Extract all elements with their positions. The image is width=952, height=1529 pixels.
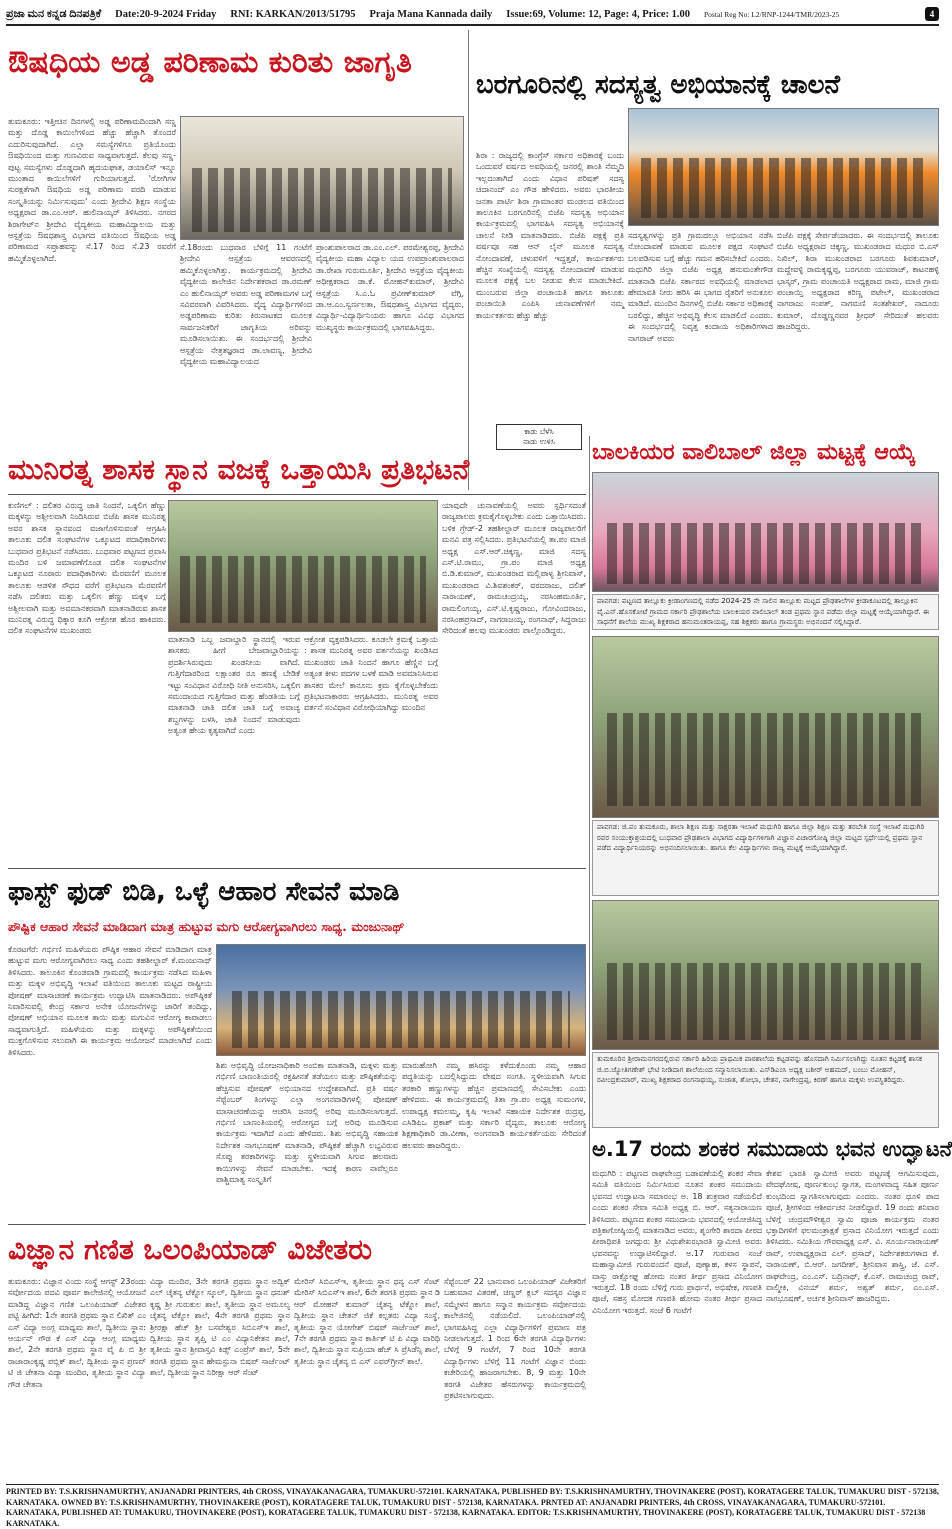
headline-community-hall: ಅ.17 ರಂದು ಶಂಕರ ಸಮುದಾಯ ಭವನ ಉದ್ಘಾಟನೆ — [592, 1137, 952, 1161]
photo-membership-drive-group — [628, 108, 939, 226]
headline-volleyball: ಬಾಲಕಿಯರ ವಾಲಿಬಾಲ್ ಜಿಲ್ಲಾ ಮಟ್ಟಕ್ಕೆ ಆಯ್ಕೆ — [592, 440, 916, 465]
story-membership-drive-col2: ಸದಸ್ಯತ್ವಗಳನ್ನು ಪ್ರತಿ ಗ್ರಾಮದಲ್ಲೂ ಅಭಿಯಾನ ನಡೆಸಿ ನೋಂದಾವಣೆ ಮಾಡುವ ಮೂಲಕ ಪಕ್ಷದ ಸಂಘಟನೆ ಬಲಪಡಿಸುವ ಬಗ್ಗೆ ಹೆಚ್ಚು ಗಮನ ಹರಿಸಬೇಕಿದೆ ಎಂದರು. ಮಧುಗಿರಿ ಜಿಲ್ಲಾ ಬಿಜೆಪಿ ಅಧ್ಯಕ್ಷ ಹನುಮಂತೇಗೌಡ ಮಾತನಾಡಿ ಬಿಜೆಪಿ ಸರ್ಕಾರದ ಅವಧಿಯಲ್ಲಿ ಮಾಡಲಾದ ಹೇಮಾವತಿ ನೀರು ಹರಿಸಿ ಈ ಭಾಗದ ರೈತರಿಗೆ ಅನುಕೂಲ ಮಾಡಿದೆ. ಮುಂದಿನ ದಿನಗಳಲ್ಲಿ ಬಿಜೆಪಿ ಸರ್ಕಾರ ಅಧಿಕಾರಕ್ಕೆ ಬರಲಿದ್ದು, ಹೆಚ್ಚಿನ ಅಭಿವೃದ್ಧಿ ಕೆಲಸ ಮಾಡಲಿದೆ ಎಂದರು. ಈ ಸಂದರ್ಭದಲ್ಲಿ ನಿವೃತ್ತ ಕಂದಾಯ ಅಧಿಕಾರಿಗಳಾದ ನಾಗರಾಜ್ ಅವರು — [628, 231, 773, 343]
headline-fast-food: ಫಾಸ್ಟ್ ಫುಡ್ ಬಿಡಿ, ಒಳ್ಳೆ ಆಹಾರ ಸೇವನೆ ಮಾಡಿ — [8, 877, 400, 907]
issue-details: Issue:69, Volume: 12, Page: 4, Price: 1.00 — [506, 8, 691, 20]
story-drug-side-effects-col1: ತುಮಕೂರು: ಇತ್ತೀಚಿನ ದಿನಗಳಲ್ಲಿ ಅಡ್ಡ ಪರಿಣಾಮದಿಂದಾಗಿ ಸಣ್ಣ ಮತ್ತು ದೊಡ್ಡ ಕಾಯಿಲೆಗಳಿಂದ ಹೆಚ್ಚು ಹೆಚ್ಚಾಗಿ ತೊಂದರೆ ಎದುರಿಸುವುದಾಗಿದೆ. ಎಲ್ಲಾ ಸಮಸ್ಯೆಗಳಿಗೂ ಪ್ರತಿಯೊಂದು ಔಷಧಿಯಿಂದ ಮತ್ತು ಗುಣವಿರುವ ಸಾಧ್ಯವಾಗುತ್ತದೆ. ಕೆಲವು ಸಣ್ಣ-ಪುಟ್ಟ ಸಮಸ್ಯೆಗಳು ದೊಡ್ಡದಾಗಿ ಹೃದಯಘಾತ, ಡಯಾಲಿಸ್ ಇನ್ನೂ ಮುಂತಾದ ಕಾಯಿಲೆಗಳಿಗೆ ಗುರಿಯಾಗುತ್ತದೆ. 'ರೋಗಿಗಳ ಸುರಕ್ಷತೆಗಾಗಿ ಔಷಧಿಯ ಅಡ್ಡ ಪರಿಣಾಮ ವರದಿ ಮಾಡುವ ಸಂಸ್ಕೃತಿಯನ್ನು ನಿರ್ಮಿಸುವುದು' ಎಂದು ಶ್ರೀದೇವಿ ಶಿಕ್ಷಣ ಸಂಸ್ಥೆಯ ಅಧ್ಯಕ್ಷರಾದ ಡಾ.ಎಂ.ಆರ್. ಹುಲಿನಾಯ್ಕರ್ ತಿಳಿಸಿದರು. ನಗರದ ಶಿರಾಗೇಟ್‌ನ ಶ್ರೀದೇವಿ ವೈದ್ಯಕೀಯ ಮಹಾವಿದ್ಯಾಲಯ ಮತ್ತು ಆಸ್ಪತ್ರೆಯ ಔಷಧಶಾಸ್ತ್ರ ವಿಭಾಗದ ವತಿಯಿಂದ ಔಷಧಿಯ ಅಡ್ಡ ಪರಿಣಾಮದ ಸಪ್ತಾಹವನ್ನು ಸೆ.17 ರಿಂದ ಸೆ.23 ರವರೆಗೆ ಹಮ್ಮಿಕೊಳ್ಳಲಾಗಿದೆ. — [8, 117, 176, 263]
story-fast-food-col1: ಕೊರಟಗೆರೆ: ಗರ್ಭಿಣಿ ಮಹಿಳೆಯರು ಪೌಷ್ಠಿಕ ಆಹಾರ ಸೇವನೆ ಮಾಡಿದಾಗ ಮಾತ್ರ ಹುಟ್ಟುವ ಮಗು ಆರೋಗ್ಯವಾಗಿರಲು ಸಾಧ್ಯ ಎಂದು ತಹಶೀಲ್ದಾರ್ ಕೆ.ಮಂಜುನಾಥ್ ತಿಳಿಸಿದರು. ತಾಲೂಕಿನ ಕೊಂಡವಾಡಿ ಗ್ರಾಮದಲ್ಲಿ ಕಾರ್ಯಕ್ರಮ ನಡೆಸಿದ ಮಹಿಳಾ ಮತ್ತು ಮಕ್ಕಳ ಅಭಿವೃದ್ಧಿ ಇಲಾಖೆ ವತಿಯಿಂದ ತಾಲೂಕು ಮಟ್ಟದ ರಾಷ್ಟ್ರೀಯ ಪೋಷಣ್ ಮಾಸಾಚರಣೆ ಕಾರ್ಯಕ್ರಮ ಉದ್ಘಾಟಿಸಿ ಮಾತನಾಡಿದರು. ಅಪೌಷ್ಠಿಕತೆ ನಿವಾರಿಸುವಲ್ಲಿ ಕೇಂದ್ರ ಸರ್ಕಾರ ಅನೇಕ ಯೋಜನೆಗಳನ್ನು ಜಾರಿಗೆ ತಂದಿದ್ದು, ಪೋಷಣ್ ಅಭಿಯಾನ ಮೂಲಕ ತಾಯಿ ಮತ್ತು ಮಗುವಿನ ಆರೋಗ್ಯ ಕಾಪಾಡಲು ಸಾಧ್ಯವಾಗುತ್ತಿದೆ. ಮಹಿಳೆಯರು ಮತ್ತು ಮಕ್ಕಳನ್ನು ಅಪೌಷ್ಠಿಕತೆಯಿಂದ ಮುಕ್ತಗೊಳಿಸುವ ಸಲುವಾಗಿ ಈ ಕಾರ್ಯಕ್ರಮ ಆಯೋಜನೆ ಮಾಡಲಾಗಿದೆ ಎಂದು ತಿಳಿಸಿದರು. — [8, 945, 212, 1057]
newspaper-logo: ಪ್ರಜಾ ಮನ ಕನ್ನಡ ದಿನಪತ್ರಿಕೆ — [6, 7, 102, 20]
headline-membership-drive: ಬರಗೂರಿನಲ್ಲಿ ಸದಸ್ಯತ್ವ ಅಭಿಯಾನಕ್ಕೆ ಚಾಲನೆ — [476, 70, 841, 100]
story-fast-food-col2: ಶಿಶು ಅಭಿವೃದ್ಧಿ ಯೋಜನಾಧಿಕಾರಿ ಅಂಬಿಕಾ ಮಾತನಾಡಿ, ಮಕ್ಕಳು ಮತ್ತು ಗರ್ಭಿಣಿ ಬಾಣಂತಿಯರಲ್ಲಿ ರಕ್ತಹೀನತೆ ತಡೆಯಲು ಮತ್ತು ಪೌಷ್ಠಿಕತೆಯನ್ನು ಹೆಚ್ಚಿಸುವ ಪೋಷಣ್ ಅಭಿಯಾನದ ಉದ್ದೇಶವಾಗಿದೆ. ಪ್ರತಿ ವರ್ಷ ಸೆಪ್ಟೆಂಬರ್ ತಿಂಗಳನ್ನು ಎಲ್ಲಾ ಅಂಗನವಾಡಿಗಳಲ್ಲಿ ಪೋಷಣ್ ಮಾಸಾಚರಣೆಯನ್ನು ಆಚರಿಸಿ ಜನರಲ್ಲಿ ಅರಿವು ಮೂಡಿಸಲಾಗುತ್ತದೆ. ಗರ್ಭಿಣಿ ಬಾಣಂತಿಯರಲ್ಲಿ ಆರೋಗ್ಯದ ಬಗ್ಗೆ ಅರಿವು ಮೂಡಿಸುವ ಕಾರ್ಯಕ್ರಮ ಇದಾಗಿದೆ ಎಂದು ಹೇಳಿದರು. ಶಿಶು ಅಭಿವೃದ್ಧಿ ಸಹಾಯಕ ನಿರ್ದೇಶಕ ನಾಗಭೂಷಣ್ ಮಾತನಾಡಿ, ಪೌಷ್ಠಿಕತೆ ಹೆಚ್ಚಾಗಿ ಲಭ್ಯವಿರುವ ಸೊಪ್ಪು ತರಕಾರಿಗಳನ್ನು ಮತ್ತು ಸ್ಥಳೀಯವಾಗಿ ಸಿಗುವ ಹಲವಾರು ಕಾಯಿಗಳನ್ನು ಸೇವನೆ ಮಾಡಬೇಕು. ಇದಕ್ಕೆ ಕಾರಣ ನಾವೆಲ್ಲರೂ ಪಾಶ್ಚಿಮಾತ್ಯ ಸಂಸ್ಕೃತಿಗೆ — [216, 1061, 398, 1185]
slogan-box: ಕಾಡು ಬೆಳೆಸಿ ನಾಡು ಉಳಿಸಿ — [496, 424, 582, 450]
headline-drug-side-effects: ಔಷಧಿಯ ಅಡ್ಡ ಪರಿಣಾಮ ಕುರಿತು ಜಾಗೃತಿ — [8, 45, 412, 80]
story-mla-protest-col2: ಮಾತನಾಡಿ ಒಬ್ಬ ಜವಾಬ್ದಾರಿ ಸ್ಥಾನದಲ್ಲಿ ಇರುವ ಶಾಸಕರು ಹೀಗೆ ಬೇಜವಾಬ್ದಾರಿಯನ್ನು ಪ್ರದರ್ಶಿಸಿರುವುದು ಖಂಡನೀಯ ವಾಗಿದೆ. ಗುತ್ತಿಗೆದಾರರಿಂದ ಲಕ್ಷಾಂತರ ರೂ ಹಣಕ್ಕೆ ಬೇಡಿಕೆ ಇಟ್ಟು ಸಂವಿಧಾನ ವಿರೋಧಿ ನೀತಿ ಅನುಸರಿಸಿ, ಒಕ್ಕಲಿಗ ಸಮುದಾಯದ ಗುತ್ತಿಗೆದಾರ ಮತ್ತು ಹೆಂಡತಿಯ ಬಗ್ಗೆ ಮಾತನಾಡಿ ಜಾತಿ ದಲಿತ ಜಾತಿ ಬಗ್ಗೆ ಅವಾಚ್ಯ ಶಬ್ದಗಳನ್ನು ಬಳಸಿ, ಜಾತಿ ನಿಂದನೆ ಮಾಡುವುದು ಅತ್ಯಂತ ಹೇಯ ಕೃತ್ಯವಾಗಿದೆ ಎಂದು — [168, 635, 300, 736]
story-science-olympiad-col3: ಮೇರಿಸ್ ಸಿಬಿಎಸ್‌ಇ, ತೃತೀಯ ಸ್ಥಾನ ಧನ್ಯ ಎಸ್ ಸೆಂಟ್ ಮೇರಿಸ್ ಸಿಬಿಎಸ್‌ಇ ಶಾಲೆ, 6ನೇ ತರಗತಿ ಪ್ರಥಮ ಸ್ಥಾನ ಡಿ ಆರ್ ಮೋಹನ್ ಕುಮಾರ್ ಚೈತನ್ಯ ಟೆಕ್ನೋ ಶಾಲೆ, ದ್ವಿತೀಯ ಸ್ಥಾನ ಚೇತನ್ ಜಿಕೆ ಕಲ್ಪತರು ವಿದ್ಯಾ ಸಂಸ್ಥೆ, ತೃತೀಯ ಸ್ಥಾನ ಯೋಗೇಶ್ ಬಿಷಪ್ ಸಾರ್ಜೆಂಟ್ ಶಾಲೆ, 7ನೇ ತರಗತಿ ಪ್ರಥಮ ಸ್ಥಾನ ಕಾರ್ತಿಕ್ ಟಿ ಪಿ ವಿದ್ಯಾ ವಾರಿಧಿ ಶಾಲೆ, ದ್ವಿತೀಯ ಸ್ಥಾನ ಸುಪ್ರಿಯಾ ಹೆಚ್ ಸಿ ಪ್ರೆಸಿಡೆನ್ಸಿ ಶಾಲೆ, ತೃತೀಯ ಸ್ಥಾನ ಚೈತನ್ಯ ಬಿ ಎಸ್ ಎವರ್‌ಗ್ರೀನ್ ಶಾಲೆ. — [294, 1277, 440, 1366]
headline-science-olympiad: ವಿಜ್ಞಾನ ಗಣಿತ ಒಲಂಪಿಯಾಡ್ ವಿಜೇತರು — [8, 1233, 372, 1266]
photo-award-ceremony — [592, 636, 939, 818]
story-membership-drive-col3: ಬಿಜೆಪಿ ಪಕ್ಷಕ್ಕೆ ಸೇರ್ಪಡೆಯಾದರು. ಈ ಸಂದರ್ಭದಲ್ಲಿ ತಾಲೂಕು ಬಿಜೆಪಿ ಅಧ್ಯಕ್ಷರಾದ ಚಿಕ್ಕಣ್ಣ, ಮುಖಂಡರಾದ ಮಧುರ ಬಿ.ಎಸ್ ನಿಖಿಲ್, ಶಿರಾ ಮುಖಂಡರಾದ ಬರಗೂರು ಶಿವಕುಮಾರ್, ಮದ್ದೇವಳ್ಳಿ ರಾಮಕೃಷ್ಣಪ್ಪ, ಬರಗೂರು ಯುವರಾಜ್, ಕಾಟನಹಳ್ಳಿ ಭಾಸ್ಕರ್, ಗ್ರಾಮ ಪಂಚಾಯತಿ ಅಧ್ಯಕ್ಷರಾದ ರಾಮ, ಮಾಜಿ ಗ್ರಾಮ ಪಂಚಾಯ್ತಿ ಅಧ್ಯಕ್ಷರಾದ ಕರಿಣ್ಣ ಪಟೇಲ್, ಮುಖಂಡರಾದ ನಾಗರಾಜು ಸಂಪತ್, ನಾಗಮಣಿ ಸಂತಶೇಖರ್, ನಾದೂರು ಕುಮಾರ್, ದೊಡ್ಡಣ್ಣನವರ ಶ್ರೀಧರ್ ಸೇರಿದಂತೆ ಹಲವರು ಹಾಜರಿದ್ದರು. — [777, 231, 939, 332]
story-mla-protest-col3: ಆಕ್ರೋಶ ವ್ಯಕ್ತಪಡಿಸಿದರು. ಕೂಡಲೇ ಕ್ರಮಕ್ಕೆ ಒತ್ತಾಯ : ಶಾಸಕ ಮುನಿರತ್ನ ಅವರ ವರ್ತನೆಯನ್ನು ಖಂಡಿಸಿದ ಮುಖಂಡರು ಜಾತಿ ನಿಂದನೆ ಹಾಗೂ ಹೆಣ್ಣಿನ ಬಗ್ಗೆ ಅತ್ಯಂತ ಕೀಳು ಪದಗಳ ಬಳಕೆ ಮಾಡಿ ಅವಮಾನಿಸಿರುವ ಶಾಸಕರ ಮೇಲೆ ಕಾನೂನು ಕ್ರಮ ಕೈಗೊಳ್ಳಬೇಕೆಂದು ಪ್ರತಿಭಟನಾಕಾರರು ಆಗ್ರಹಿಸಿದರು. ಮುನಿರತ್ನ ಅವರ ವರ್ತನೆ ಸಂವಿಧಾನ ವಿರೋಧಿಯಾಗಿದ್ದು ಮುಂದಿನ — [304, 635, 438, 713]
story-mla-protest-col1: ಕುಣಿಗಲ್ : ದಲಿತರ ವಿರುದ್ಧ ಜಾತಿ ನಿಂದನೆ, ಒಕ್ಕಲಿಗ ಹೆಣ್ಣು ಮಕ್ಕಳನ್ನು ಅಶ್ಲೀಲವಾಗಿ ನಿಂದಿಸಿರುವ ಬಿಜೆಪಿ ಶಾಸಕ ಮುನಿರತ್ನ ಅವರ ಶಾಸಕ ಸ್ಥಾನವಂದ ವಜಾಗೊಳಿಸುವಂತೆ ಆಗ್ರಹಿಸಿ ತಾಲೂಕು ದಲಿತ ಸಂಘಟನೆಗಳ ಒಕ್ಕೂಟದ ಪದಾಧಿಕಾರಿಗಳು ಬುಧವಾರ ಪ್ರತಿಭಟನೆ ನಡೆಸಿದರು. ಬುಧವಾರ ಪಟ್ಟಣದ ಪ್ರವಾಸಿ ಮಂದಿರ ಬಳಿ ಜಮಾವಣೆಗೊಂಡ ದಲಿತ ಸಂಘಟನೆಗಳ ಒಕ್ಕೂಟದ ನೂರಾರು ಪದಾಧಿಕಾರಿಗಳು ಮೆರವಣಿಗೆ ಮೂಲಕ ತಾಲೂಕು ಆಡಳಿತ ಸೌಧದ ವರೆಗೆ ಪ್ರತಿಭಟನಾ ಮೆರವಣಿಗೆ ನಡೆಸಿ ದಲಿತರು ಮತ್ತು ಒಕ್ಕಲಿಗ ಹೆಣ್ಣು ಮಕ್ಕಳ ಬಗ್ಗೆ ಅಶ್ಲೀಲವಾಗಿ ಮತ್ತು ಅವಮಾನಕರವಾಗಿ ಮಾತನಾಡಿರುವ ಶಾಸಕ ಮುನಿರತ್ನ ವಿರುದ್ಧ ಧಿಕ್ಕಾರ ಕೂಗಿ ಆಕ್ರೋಶ ಹೊರ ಹಾಕಿದರು. ದಲಿತ ಸಂಘಟನೆಗಳ ಮುಖಂಡರು — [8, 501, 166, 636]
rni-number: RNI: KARKAN/2013/51795 — [230, 8, 356, 20]
story-fast-food-col3: ಮಾರುಹೋಗಿ ನಮ್ಮ ಹಸಿರನ್ನು ಕಳೆದುಕೊಂಡು ನಮ್ಮ ಆಹಾರ ಪದ್ಧತಿಯನ್ನು ಬದಲ್ಲಿಸಿದ್ದುದು ವೇಷದ ಸಂಗತಿ. ಸ್ಥಳೀಯವಾಗಿ ಸಿಗುವ ತರಕಾರಿ ಹಣ್ಣುಗಳನ್ನು ಹೆಚ್ಚಿನ ಪ್ರಮಾಣದಲ್ಲಿ ಸೇವಿಸಬೇಕು ಎಂದು ಹೇಳಿದರು. ಈ ಕಾರ್ಯಕ್ರಮದಲ್ಲಿ ತಿತಾ ಗ್ರಾ.ಪಂ ಅಧ್ಯಕ್ಷ ಸುಮಂಗಳ, ಉಪಾಧ್ಯಕ್ಷ ಕಮಲಮ್ಮ, ಕೃಷಿ ಇಲಾಖೆ ಸಹಾಯಕ ನಿರ್ದೇಶಕ ರುದ್ರಪ್ಪ, ಎಸಿಡಿಪಿಒ ಪ್ರಕಾಶ್ ಮತ್ತು ಸರ್ಕಾರಿ ವೈದ್ಯರು, ತಾಲೂಕು ಆರೋಗ್ಯ ಶಿಕ್ಷಣಾಧಿಕಾರಿ ಡಾ.ವೀಣಾ, ಅಂಗನವಾಡಿ ಕಾರ್ಯಕರ್ತೆಯರು ಸೇರಿದಂತೆ ಹಲವರು ಹಾಜರಿದ್ದರು. — [402, 1061, 586, 1150]
imprint-footer: PRINTED BY: T.S.KRISHNAMURTHY, ANJANADRI PRINTERS, 4th CROSS, VINAYAKANAGARA, TUMAKURU-572101. KARNATAKA, PUBLISHED BY: T.S.KRISHNAMURTHY, THOVINAKERE (POST), KORATAGERE TALUK, TUMAKURU DIST - 572138, KARNATAKA. OWNED BY: T.S.KRISHNAMURTHY, THOVINAKERE (POST), KORATAGERE TALUK, TUMAKURU DIST - 572138, KARNATAKA. PRNTED AT: ANJANADRI PRINTERS, 4th CROSS, VINAYAKANAGARA, TUMAKURU-572101. KARNATAKA, PUBLISHED AT: TUMAKURU, THOVINAKERE (POST), KORATAGERE TALUK, TUMAKURU DIST - 572138, KARNATAKA. EDITOR: T.S.KRISHNAMURTHY, THOVINAKERE (POST), KORATAGERE TALUK, TUMAKURU DIST - 572138 KARNATAKA. — [6, 1484, 939, 1518]
photo-school-felicitation — [592, 900, 939, 1050]
story-drug-side-effects-col3: ಪ್ರಾಂಶುಪಾಲರಾದ ಡಾ.ಎಂ.ಎಲ್. ಪರಮೇಶ್ವರಪ್ಪ, ಶ್ರೀದೇವಿ ವೈದ್ಯಕೀಯ ಮಹಾ ವಿದ್ಯಾಲ ಯದ ಉಪಪ್ರಾಂಶುಪಾಲರಾದ ಡಾ.ರೇಖಾ ಗುರುಮೂರ್ತಿ, ಶ್ರೀದೇವಿ ಆಸ್ಪತ್ರೆಯ ವೈದ್ಯಕೀಯ ಅಧೀಕ್ಷಕರಾದ ಡಾ.ಕೆ. ಮೋಹನ್‌ಕುಮಾರ್, ಶ್ರೀದೇವಿ ಆಸ್ಪತ್ರೆಯ ಸಿ.ಎ.ಓ ಪ್ರವೀಣ್‌ಕುಮಾರ್ ವೆಗ್ಗಿ, ಡಾ.ಆ.ಎಂ.ಸ್ವರ್ಣಲತಾ, ಔಷಧಶಾಸ್ತ್ರ ವಿಭಾಗದ ವೈದ್ಯರು, ವಿದ್ಯಾರ್ಥಿ-ವಿದ್ಯಾರ್ಥಿನಿಯರು ಹಾಗೂ ವಿವಿಧ ವಿಭಾಗದ ಮುಖ್ಯಸ್ಥರು ಕಾರ್ಯಕ್ರಮದಲ್ಲಿ ಭಾಗವಹಿಸಿದ್ದರು. — [316, 243, 464, 332]
photo-nutrition-event-stage — [216, 944, 586, 1056]
story-mla-protest-col4: ಯಾವುದೇ ಚುನಾವಣೆಯಲ್ಲಿ ಅವರು ಸ್ಪರ್ಧಿಸದಂತೆ ರಾಜ್ಯಪಾಲರು ಕ್ರಮಕೈಗೊಳ್ಳಬೇಕು ಎಂದು ಒತ್ತಾಯಿಸಿದರು. ಬಳಿಕ ಗ್ರೇಡ್-2 ತಹಶೀಲ್ದಾರ್ ಮೂಲಕ ರಾಜ್ಯಪಾಲರಿಗೆ ಮನವಿ ಪತ್ರ ಸಲ್ಲಿಸಿದರು. ಪ್ರತಿಭಟನೆಯಲ್ಲಿ ತಾ.ಪಂ ಮಾಜಿ ಅಧ್ಯಕ್ಷ ಎಸ್.ಆರ್.ಚಿಕ್ಕಣ್ಣ, ಮಾಜಿ ಸದಸ್ಯ ಎಸ್.ಟಿ.ರಾಮು, ಗ್ರಾ.ಪಂ ಮಾಜಿ ಅಧ್ಯಕ್ಷ ಬಿ.ಡಿ.ಕುಮಾರ್, ಮುಖಂಡರಾದ ಮಲ್ಲಿಪಾಳ್ಯ ಶ್ರೀನಿವಾಸ್, ಮುಖಂಡರಾದ ವಿ.ಶಿವಶಂಕರ್, ವರದರಾಜು, ದಲಿತ್ ನಾರಾಯಣ್, ರಾಮಚಂದ್ರಯ್ಯ, ನರಸಿಂಹಮೂರ್ತಿ, ರಾಮಲಿಂಗಯ್ಯ, ಎಸ್.ಟಿ.ಕೃಷ್ಣರಾಜು, ಗೋವಿಂದರಾಜು, ನರಸಿಂಹಪ್ರಸಾದ್, ನಾಗರಾಜಯ್ಯ, ರಂಗನಾಥ್, ಸಿದ್ದರಾಜು ಸೇರಿದಂತೆ ಹಲವು ಮುಖಂಡರು ಪಾಲ್ಗೊಂಡಿದ್ದರು. — [442, 501, 586, 636]
photo-drug-awareness-rally — [180, 116, 464, 240]
story-science-olympiad-col1: ತುಮಕೂರು: ವಿಜ್ಞಾನ ವಿಂದು ಸಂಸ್ಥೆ ಆಗಸ್ಟ್ 23ರಂದು ಸರ್ವೋದಯ ಪದವಿ ಪೂರ್ವ ಕಾಲೇಜಿನಲ್ಲಿ ಆಯೋಜನೆ ಮಾಡಿದ್ದ ವಿಜ್ಞಾನ ಗಣಿತ ಒಲಂಪಿಯಾಡ್ ವಿಜೇತರ ಪಟ್ಟಿ ಹೀಗಿದೆ: 1ನೇ ತರಗತಿ ಪ್ರಥಮ ಸ್ಥಾನ ಲಿಖಿತ್ ಎಂ ಎಸ್ ವಿದ್ಯಾ ಅಂಗ್ಲ ಮಾಧ್ಯಮ ಶಾಲೆ, ದ್ವಿತೀಯ ಸ್ಥಾನ: ಆರ್ಯನ್ ಗೌಡ ಕೆ ಎಸ್ ವಿದ್ಯಾ ಆಂಗ್ಲ ಮಾಧ್ಯಮ ಶಾಲೆ, 2ನೇ ತರಗತಿ ಪ್ರಥಮ ಸ್ಥಾನ ವೈ ಪಿ ಬಿ ಶ್ರೀ ರಾಜಾರಾಂಕೃಷ್ಣ ಪಬ್ಲಿಕ್ ಶಾಲೆ, ದ್ವಿತೀಯ ಸ್ಥಾನ ಪ್ರಣವ್ ಟಿ ಜಿ ಚೇತನಾ ವಿದ್ಯಾ ಮಂದಿರ, ತೃತೀಯ ಸ್ಥಾನ ವಿದ್ಯಾ ಗೌಡ ಚೇತನಾ — [8, 1277, 146, 1389]
subheadline-fast-food: ಪೌಷ್ಟಿಕ ಆಹಾರ ಸೇವನೆ ಮಾಡಿದಾಗ ಮಾತ್ರ ಹುಟ್ಟುವ ಮಗು ಆರೋಗ್ಯವಾಗಿರಲು ಸಾಧ್ಯ. ಮಂಜುನಾಥ್ — [8, 919, 405, 934]
story-science-olympiad-col4: ಸೆಪ್ಟೆಂಬರ್ 22 ಭಾನುವಾರ ಒಲಂಪಿಯಾಡ್ ವಿಜೇತರಿಗೆ ಬಹುಮಾನ ವಿತರಣೆ, ಚಿಣ್ಣರ್ ಕ್ಲಬ್ ಸದಸ್ಯರ ವಿಜ್ಞಾನ ಸಮ್ಮೇಳನ ಹಾಗೂ ಸನ್ಮಾನ ಕಾರ್ಯಕ್ರಮ ಸರ್ವೋದಯ ಕಾಲೇಜಿನಲ್ಲಿ ನಡೆಯಲಿದೆ. ಒಲಂಪಿಯಾಡ್‌ನಲ್ಲಿ ಭಾಗವಹಿಸಿದ್ದ ಎಲ್ಲಾ ವಿದ್ಯಾರ್ಥಿಗಳಿಗೆ ಪ್ರಮಾಣ ಪತ್ರ ನೀಡಲಾಗುತ್ತದೆ. 1 ರಿಂದ 6ನೇ ತರಗತಿ ವಿದ್ಯಾರ್ಥಿಗಳು ಬೆಳಿಗ್ಗೆ 9 ಗಂಟೆಗೆ, 7 ರಿಂದ 10ನೇ ತರಗತಿ ವಿದ್ಯಾರ್ಥಿಗಳು ಬೆಳಿಗ್ಗೆ 11 ಗಂಟೆಗೆ ವಿಜ್ಞಾನ ಬಿಂದು ಕಚೇರಿಯಲ್ಲಿ ಹಾಜರಾಗಬೇಕು. 8, 9 ಮತ್ತು 10ನೇ ತರಗತಿ ವಿಜೇತರ ಹೆಸರುಗಳನ್ನು ಕಾರ್ಯಕ್ರಮದಲ್ಲಿ ಪ್ರಕಟಿಸಲಾಗುವುದು. — [444, 1277, 586, 1401]
headline-mla-protest: ಮುನಿರತ್ನ ಶಾಸಕ ಸ್ಥಾನ ವಜಕ್ಕೆ ಒತ್ತಾಯಿಸಿ ಪ್ರತಿಭಟನೆ — [8, 453, 470, 486]
story-community-hall-col2: ಕೇಶವ ಭಾರತಿ ಸ್ವಾಮೀಜಿ ಅವರು ಪಟ್ಟಣಕ್ಕೆ ಆಗಮಿಸುವುದು, ವೇದಘೋಷ, ಪೂರ್ಣಕುಂಭ ಸ್ವಾಗತ, ಮಂಗಳವಾದ್ಯ ಸಹಿತ ಪೂರ್ಣ ಕುಂಭದಿಂದ ಸ್ವಾಗತಿಸಲಾಗುವುದು ಎಂದರು. ನಂತರ ಧೂಳಿ ಪಾದ ಪೂಜೆ, ಶ್ರೀಗಳಿಂದ ಆಶೀರ್ವಚನ ನೀಡಲಿದ್ದಾರೆ. 19 ರಂದು ಶನಿವಾರ ಬೆಳಿಗ್ಗೆ ಚಂದ್ರಮೌಳೀಶ್ವರ ಸ್ವಾಮಿ ಪೂಜಾ ಕಾರ್ಯಕ್ರಮ ನಂತರ ಭಕ್ತಾದಿಗಳಿಗೆ ಫಲಮಂತ್ರಾಕ್ಷತೆ ಪ್ರಸಾದ ವಿನಿಯೋಗ ಇರುತ್ತದೆ ಎಂದು ತಿಳಿಸಿದರು. ಸಮಿತಿಯ ಗೌರವಾಧ್ಯಕ್ಷ ಎಸ್. ವಿ. ಸೂರ್ಯನಾರಾಯಣ್ ರಾವ್, ಉಪಾಧ್ಯಕ್ಷರಾದ ಎಲ್. ಪ್ರಸಾದ್, ನಿರ್ದೇಶಕರುಗಳಾದ ಕೆ. ನಾರಾಯಣ್, ಬಿ.ಆರ್. ಜಗದೀಶ್, ಶ್ರೀನಿವಾಸ ಶಾಸ್ತ್ರಿ, ಜೆ. ಎಸ್. ರಾಘವೇಂದ್ರ, ಎಂ.ಎಸ್. ಬದ್ರಿನಾಥ್, ಕೆ.ಎಸ್. ರಾಮಚಂದ್ರ ರಾವ್, ವಾಲ್ಮೀಕಿ, ವಿನಯ್ ಶರ್ಮ, ಅಶ್ವತ್ ಶರ್ಮ, ಎಂ.ಎಸ್. ನಾಗಭೂಷಣ್, ಅರ್ಚಕ ಶ್ರೀನಿವಾಸ್ ಹಾಜರಿದ್ದರು. — [766, 1169, 939, 1304]
caption-school-felicitation: ತುಮಕೂರಿನ ಶ್ರೀರಾಮನಗರದಲ್ಲಿರುವ ಸರ್ಕಾರಿ ಹಿರಿಯ ಪ್ರಾಥಮಿಕ ಪಾಠಶಾಲೆಯ ಕಟ್ಟಡವನ್ನು ಹೊಸದಾಗಿ ನಿರ್ಮಿಸಲಾಗಿದ್ದು ನೂತನ ಕಟ್ಟಡಕ್ಕೆ ಶಾಸಕ ಜಿ.ಬಿ.ಜ್ಯೋತಿಗಣೇಶ್ ಭೇಟಿ ನೀಡಿದಾಗ ಶಾಲೆಯಿಂದ ಸನ್ಮಾನಿಸಲಾಯಿತು. ಎಸ್‌ಡಿಎಂಸಿ ಅಧ್ಯಕ್ಷ ಬಶೀರ್ ಅಹಮದ್, ಬಂಬು ಮೋಹನ್, ರವೀಂದ್ರಕುಮಾರ್, ಮುಖ್ಯ ಶಿಕ್ಷಕರಾದ ರಂಗನಾಥಯ್ಯ, ಸುಜಾತ, ಶೋಭಾ, ಚೇತನ, ನಾಗೇಂದ್ರಪ್ಪ, ಕಿರಣ್ ಹಾಗೂ ಮಕ್ಕಳು ಉಪಸ್ಥಿತರಿದ್ದರು. — [592, 1052, 939, 1128]
caption-volleyball: ಪಾವಗಡ: ಪಟ್ಟಣದ ತಾಲ್ಲೂಕು ಕ್ರೀಡಾಂಗಣದಲ್ಲಿ ನಡೆದ 2024-25 ನೇ ಸಾಲಿನ ತಾಲ್ಲೂಕು ಮಟ್ಟದ ಪ್ರೌಢಶಾಲೆಗಳ ಕ್ರೀಡಾಕೂಟದಲ್ಲಿ ತಾಲ್ಲೂಕಿನ ವೈ.ಎನ್.ಹೊಸಕೋಟೆ ಗ್ರಾಮದ ಸರ್ಕಾರಿ ಪ್ರೌಢಶಾಲೆಯ ಬಾಲಕಿಯರ ವಾಲಿಬಾಲ್ ತಂಡ ಪ್ರಥಮ ಸ್ಥಾನ ಪಡೆದು ಜಿಲ್ಲಾ ಮಟ್ಟಕ್ಕೆ ಆಯ್ಕೆಯಾಗಿದ್ದಾರೆ. ಈ ಸಾಧನೆಗೆ ಶಾಲೆಯ ಮುಖ್ಯ ಶಿಕ್ಷಕರಾದ ಹನುಮಂತರಾಯಪ್ಪ, ಸಹ ಶಿಕ್ಷಕರು ಹಾಗೂ ಗ್ರಾಮಸ್ಥರು ಅಭಿನಂದನೆ ಸಲ್ಲಿಸಿದ್ದಾರೆ. — [592, 594, 939, 630]
english-title: Praja Mana Kannada daily — [369, 8, 493, 20]
masthead — [6, 4, 939, 26]
photo-volleyball-team — [592, 472, 939, 592]
page-number-badge: 4 — [925, 7, 939, 21]
postal-reg: Postal Reg No: L2/RNP-1244/TMR/2023-25 — [704, 9, 840, 19]
story-community-hall-col1: ಮಧುಗಿರಿ : ಪಟ್ಟಣದ ರಾಘವೇಂದ್ರ ಬಡಾವಣೆಯಲ್ಲಿ ಶಂಕರ ಸೇವಾ ಸಮಿತಿ ವತಿಯಿಂದ ನಿರ್ಮಿಸಿರುವ ನೂತನ ಶಂಕರ ಸಮುದಾಯ ಭವನದ ಉದ್ಘಾಟನಾ ಸಮಾರಂಭ ಅ. 18 ಶುಕ್ರವಾರ ನಡೆಯಲಿದೆ ಎಂದು ಶಂಕರ ಸೇವಾ ಸಮಿತಿ ಅಧ್ಯಕ್ಷ ಬಿ. ಆರ್. ಸತ್ಯನಾರಾಯಣ ತಿಳಿಸಿದರು. ಪಟ್ಟಣದ ಶಂಕರ ಸಮುದಾಯ ಭವನದಲ್ಲಿ ಆಯೋಜಿಸಿದ್ದ ಪತ್ರಿಕಾಗೋಷ್ಠಿಯಲ್ಲಿ ಮಾತನಾಡಿದ ಅವರು, ಶೃಂಗೇರಿ ಶಾರದಾ ಪೀಠದ ಪೀಠಾಧಿಪತಿ ಜಗದ್ಗುರು ಶ್ರೀ ವಿಧುಶೇಖರಭಾರತಿ ಸ್ವಾಮೀಜಿ ಅವರು ಭವನವನ್ನು ಉದ್ಘಾಟಿಸಲಿದ್ದಾರೆ. ಅ.17 ಗುರುವಾರ ಸಂಜೆ ಮಹಾಸ್ವಾಮೀಜಿ ಗುರುವಂದನೆ ಪೂಜೆ, ಪುಣ್ಯಾಹ, ಕಳಸ ಸ್ಥಾಪನೆ, ವಾಸ್ತು ರಾಕ್ಷೋಘ್ನ ಹೋಮ ನಂತರ ತೀರ್ಥ ಪ್ರಸಾದ ವಿನಿಯೋಗ ಇರುತ್ತದೆ. 18 ರಂದು ಬೆಳಿಗ್ಗೆ ಗುರು ಪ್ರಾರ್ಥನೆ, ಅಭಿಷೇಕ, ಗಣಪತಿ ಪೂಜೆ, ಸಹಸ್ರ ಮೋದಕ ಗಣಪತಿ ಹೋಮ ನಂತರ ತೀರ್ಥ ಪ್ರಸಾದ ವಿನಿಯೋಗ ಇರುತ್ತದೆ. ಸಂಜೆ 6 ಗಂಟೆಗೆ — [592, 1169, 762, 1315]
story-science-olympiad-col2: ವಿದ್ಯಾ ಮಂದಿರ, 3ನೇ ತರಗತಿ ಪ್ರಥಮ ಸ್ಥಾನ ಅದ್ವಿಕ್ ಎಲ್ ಚೈತನ್ಯ ಟೆಕ್ನೋ ಸ್ಕೂಲ್, ದ್ವಿತೀಯ ಸ್ಥಾನ ಧನುಶ್ ಕೃಷ್ಣ ಶ್ರೀ ಗುರುಕುಲ ಶಾಲೆ, ತೃತೀಯ ಸ್ಥಾನ ಅಮೂಲ್ಯ ಚೈತನ್ಯ ಟೆಕ್ನೋ ಶಾಲೆ, 4ನೇ ತರಗತಿ ಪ್ರಥಮ ಸ್ಥಾನ ಶ್ರೀರಕ್ಷಾ ಹೆಚ್ ಶ್ರೀ ಬಸವೇಶ್ವರ ಸಿಬಿಎಸ್‌ಇ ಶಾಲೆ, ದ್ವಿತೀಯ ಸ್ಥಾನ ತೃಪ್ತಿ ಟಿ ಎಂ ವಿದ್ಯಾನಿಕೇತನ ಶಾಲೆ, ತೃತೀಯ ಸ್ಥಾನ ಶ್ರೀವಾಸ್ತವಿ ಕಿಡ್ಸ್ ಎಂಪ್ರೆಸ್ ಶಾಲೆ, 5ನೇ ತರಗತಿ ಪ್ರಥಮ ಸ್ಥಾನ ಹೇಮಸ್ಪುನಾ ಬಿಷಪ್ ಸಾರ್ಜೆಂಟ್ ಶಾಲೆ, ದ್ವಿತೀಯ ಸ್ಥಾನ ನಿರೀಕ್ಷಾ ಆರ್ ಸೆಂಟ್ — [150, 1277, 290, 1378]
caption-award-ceremony: ಪಾವಗಡ: ಜಿ.ಪಂ ತುಮಕೂರು, ಶಾಲಾ ಶಿಕ್ಷಣ ಮತ್ತು ಸಾಕ್ಷರತಾ ಇಲಾಖೆ ಮಧುಗಿರಿ ಹಾಗೂ ಜಿಲ್ಲಾ ಶಿಕ್ಷಣ ಮತ್ತು ತರಬೇತಿ ಸಂಸ್ಥೆ ಇಲಾಖೆ ಮಧುಗಿರಿ ರವರ ಸಂಯುಕ್ತಾಶ್ರಯದಲ್ಲಿ ಬುಧವಾರ ಪ್ರೌಢಶಾಲಾ ವಿಭಾಗದ ವಿದ್ಯಾರ್ಥಿಗಳಿಗಾಗಿ ವಿಜ್ಞಾನ ವಿಚಾರಗೋಷ್ಠಿ ಜಿಲ್ಲಾ ಮಟ್ಟದ ಸ್ಪರ್ಧೆಯಲ್ಲಿ ಪ್ರಥಮ ಸ್ಥಾನ ಪಡೆದ ವಿದ್ಯಾರ್ಥಿನಿಯರನ್ನು ಅಭಿನಂದಿಸಲಾಯಿತು. ಹಾಗೂ ಕೆಲ ವಿದ್ಯಾರ್ಥಿಗಳು ರಾಜ್ಯ ಮಟ್ಟಕ್ಕೆ ಆಯ್ಕೆಯಾಗಿದ್ದಾರೆ. — [592, 820, 939, 896]
issue-date: Date:20-9-2024 Friday — [115, 8, 217, 20]
story-membership-drive-col1: ಶಿರಾ : ರಾಜ್ಯದಲ್ಲಿ ಕಾಂಗ್ರೆಸ್ ಸರ್ಕಾರ ಅಧಿಕಾರಕ್ಕೆ ಬಂದು ಒಂದುವರೆ ವರ್ಷದ ಅವಧಿಯಲ್ಲಿ ಜನರಲ್ಲಿ ಶಾಂತಿ ನೆಮ್ಮದಿ ಇಲ್ಲದಂತಾಗಿದೆ ಎಂದು ವಿಧಾನ ಪರಿಷತ್ ಸದಸ್ಯ ಚಿದಾನಂದ್ ಎಂ ಗೌಡ ಹೇಳಿದರು. ಅವರು ಭಾರತೀಯ ಜನತಾ ಪಾರ್ಟಿ ಶಿರಾ ಗ್ರಾಮಾಂತರ ಮಂಡಲದ ವತಿಯಿಂದ ತಾಲೂಕಿನ ಬರಗೂರಿನಲ್ಲಿ ಬಿಜೆಪಿ ಸದಸ್ಯತ್ವ ಅಭಿಯಾನ ಕಾರ್ಯಕ್ರಮದಲ್ಲಿ ಭಾಗವಹಿಸಿ ಸದಸ್ಯತ್ವ ಅಭಿಯಾನಕ್ಕೆ ಚಾಲನೆ ನೀಡಿ ಮಾತನಾಡಿದರು. ಬಿಜೆಪಿ ಪಕ್ಷಕ್ಕೆ ಪ್ರತಿ ವರ್ಷವೂ ಸಹ ಆನ್ ಲೈನ್ ಮೂಲಕ ಸದಸ್ಯತ್ವ ನೋಂದಾವಣೆ, ಚಳುವಳಿಗೆ ಇದ್ದತ್ತಡೆ, ಕಾರ್ಯಕರ್ತರು ಹೆಚ್ಚಿನ ಸಂಖ್ಯೆಯಲ್ಲಿ ಸದಸ್ಯತ್ವ ನೋಂದಾವಣೆ ಮಾಡುವ ಮೂಲಕ ಪಕ್ಷಕ್ಕೆ ಬಲ ನೀಡುವ ಕೆಲಸ ಮಾಡಬೇಕಿದೆ. ಮುಂಬರುವ ಜಿಲ್ಲಾ ಪಂಚಾಯತಿ ಹಾಗೂ ತಾಲೂಕು ಪಂಚಾಯಿತಿ ಎಂಪಿಸಿ ಚುನಾವಣೆಗಳಿಗೆ ನಮ್ಮ ಕಾರ್ಯಕರ್ತರು ಹೆಚ್ಚು ಹೆಚ್ಚು — [476, 151, 624, 320]
photo-protest-crowd — [168, 500, 438, 632]
story-drug-side-effects-col2: ಸೆ.18ರಂದು ಬುಧವಾರ ಬೆಳಿಗ್ಗೆ 11 ಗಂಟೆಗೆ ಶ್ರೀದೇವಿ ಆಸ್ಪತ್ರೆಯ ಆವರಣದಲ್ಲಿ ಹಮ್ಮಿಕೊಳ್ಳಲಾಗಿತ್ತು. ಕಾರ್ಯಕ್ರಮದಲ್ಲಿ ಶ್ರೀದೇವಿ ವೈದ್ಯಕೀಯ ಕಾಲೇಜಿನ ನಿರ್ದೇಶಕರಾದ ಡಾ.ರಮಣ್ ಎಂ ಹುಲಿನಾಯ್ಕರ್ ಅವರು ಅಡ್ಡ ಪರಿಣಾಮಗಳ ಬಗ್ಗೆ ಸವಿವರವಾಗಿ ವಿವರಿಸಿದರು. ವೈದ್ಯ ವಿದ್ಯಾರ್ಥಿಗಳಿಂದ ಅಡ್ಡಪರಿಣಾಮ ಕುರಿತು ಕಿರುನಾಟಕದ ಮೂಲಕ ಸಾರ್ವಜನಿಕರಿಗೆ ಜಾಗೃತಿಯ ಅರಿವನ್ನು ಮೂಡಿಸಲಾಯಿತು. ಈ ಸಂದರ್ಭದಲ್ಲಿ ಶ್ರೀದೇವಿ ಆಸ್ಪತ್ರೆಯ ನೇತ್ರತಜ್ಞರಾದ ಡಾ.ಲಾವಣ್ಯ, ಶ್ರೀದೇವಿ ವೈದ್ಯಕೀಯ ಮಹಾವಿದ್ಯಾಲಯದ — [180, 243, 312, 367]
